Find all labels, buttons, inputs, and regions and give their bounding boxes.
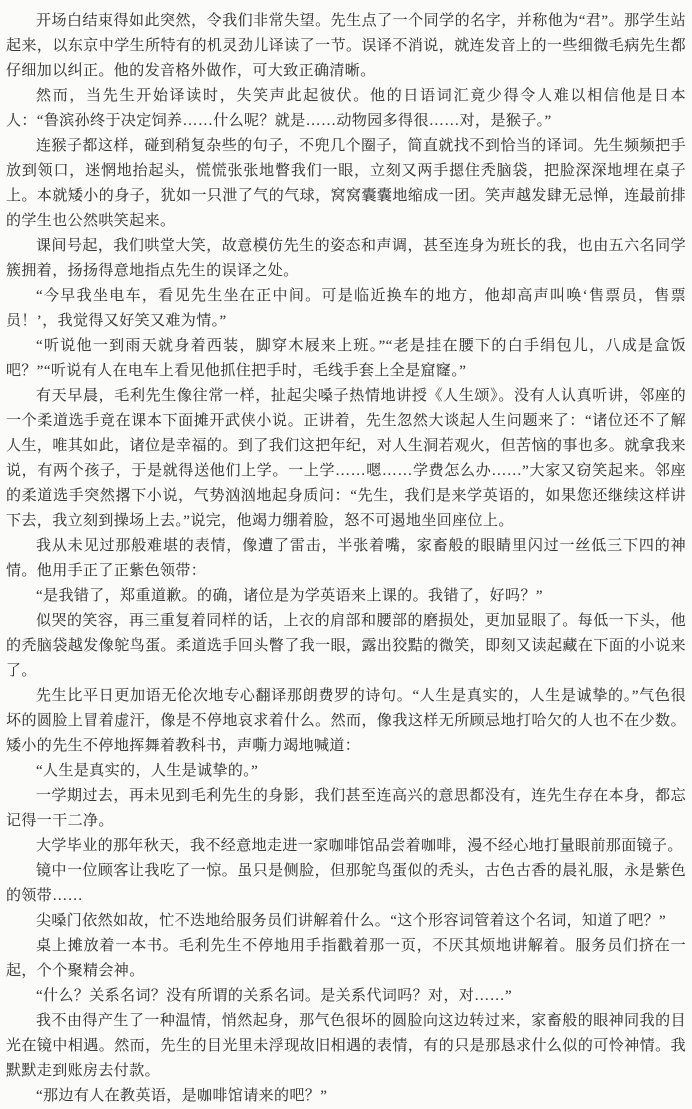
paragraph: 有天早晨，毛利先生像往常一样，扯起尖嗓子热情地讲授《人生颂》。没有人认真听讲，邻座的一个柔道选手竟在课本下面摊开武侠小说。正讲着，先生忽然大谈起人生问题来了：“诸位还不了解人生，唯其如此，诸位是幸福的。到了我们这把年纪，对人生洞若观火，但苦恼的事也多。就拿我来说，有两个孩子，于是就得送他们上学。一上学……嗯……学费怎么办……”大家又窃笑起来。邻座的柔道选手突然撂下小说，气势汹汹地起身质问：“先生，我们是来学英语的，如果您还继续这样讲下去，我立刻到操场上去。”说完，他竭力绷着脸，怒不可遏地坐回座位上。 <box>6 388 686 529</box>
paragraph: “是我错了，郑重道歉。的确，诸位是为学英语来上课的。我错了，好吗？” <box>36 588 543 604</box>
paragraph: 我不由得产生了一种温情，悄然起身，那气色很坏的圆脸向这边转过来，家畜般的眼神同我的目光在镜中相遇。然而，先生的目光里未浮现故旧相遇的表情，有的只是那恳求什么似的可怜神情。我默默走到账房去付款。 <box>6 1013 686 1079</box>
paragraph: “听说他一到雨天就身着西装，脚穿木屐来上班。”“老是挂在腰下的白手绢包儿，八成是盒饭吧？”“听说有人在电车上看见他抓住把手时，毛线手套上全是窟窿。” <box>6 338 686 379</box>
paragraph: 一学期过去，再未见到毛利先生的身影，我们甚至连高兴的意思都没有，连先生存在本身，都忘记得一干二净。 <box>6 788 686 829</box>
paragraph: 镜中一位顾客让我吃了一惊。虽只是侧脸，但那鸵鸟蛋似的秃头，古色古香的晨礼服，永是紫色的领带…… <box>6 863 686 904</box>
paragraph: 桌上摊放着一本书。毛利先生不停地用手指戳着那一页，不厌其烦地讲解着。服务员们挤在一起，个个聚精会神。 <box>6 938 686 979</box>
paragraph: “那边有人在教英语，是咖啡馆请来的吧？” <box>36 1088 328 1104</box>
paragraph: 似哭的笑容，再三重复着同样的话，上衣的肩部和腰部的磨损处，更加显眼了。每低一下头，他的秃脑袋越发像鸵鸟蛋。柔道选手回头瞥了我一眼，露出狡黠的微笑，即刻又读起藏在下面的小说来了。 <box>6 613 686 679</box>
paragraph: 然而，当先生开始译读时，失笑声此起彼伏。他的日语词汇竟少得令人难以相信他是日本人：“鲁滨孙终于决定饲养……什么呢？就是……动物园多得很……对，是猴子。” <box>6 88 686 129</box>
paragraph: 我从未见过那般难堪的表情，像遭了雷击，半张着嘴，家畜般的眼睛里闪过一丝低三下四的神情。他用手正了正紫色领带： <box>6 538 686 579</box>
paragraph: 尖嗓门依然如故，忙不迭地给服务员们讲解着什么。“这个形容词管着这个名词，知道了吧？” <box>36 913 667 929</box>
paragraph: 先生比平日更加语无伦次地专心翻译那朗费罗的诗句。“人生是真实的，人生是诚挚的。”气色很坏的圆脸上冒着虚汗，像是不停地哀求着什么。然而，像我这样无所顾忌地打哈欠的人也不在少数。矮小的先生不停地挥舞着教科书，声嘶力竭地喊道： <box>6 688 686 754</box>
paragraph: 开场白结束得如此突然，令我们非常失望。先生点了一个同学的名字，并称他为“君”。那学生站起来，以东京中学生所特有的机灵劲儿译读了一节。误译不消说，就连发音上的一些细微毛病先生都仔细加以纠正。他的发音格外做作，可大致正确清晰。 <box>6 13 686 79</box>
paragraph: “今早我坐电车，看见先生坐在正中间。可是临近换车的地方，他却高声叫唤‘售票员，售票员！’，我觉得又好笑又难为情。” <box>6 288 686 329</box>
paragraph: 课间号起，我们哄堂大笑，故意模仿先生的姿态和声调，甚至连身为班长的我，也由五六名同学簇拥着，扬扬得意地指点先生的误译之处。 <box>6 238 686 279</box>
paragraph: 连猴子都这样，碰到稍复杂些的句子，不兜几个圈子，简直就找不到恰当的译词。先生频频把手放到领口，迷惘地抬起头，慌慌张张地瞥我们一眼，立刻又两手摁住秃脑袋，把脸深深地埋在桌子上。本就矮小的身子，犹如一只泄了气的气球，窝窝囊囊地缩成一团。笑声越发肆无忌惮，连最前排的学生也公然哄笑起来。 <box>6 138 686 229</box>
paragraph: 大学毕业的那年秋天，我不经意地走进一家咖啡馆品尝着咖啡，漫不经心地打量眼前那面镜子。 <box>36 838 683 854</box>
paragraph: “什么？关系名词？没有所谓的关系名词。是关系代词吗？对，对……” <box>36 988 513 1004</box>
paragraph: “人生是真实的，人生是诚挚的。” <box>36 763 259 779</box>
